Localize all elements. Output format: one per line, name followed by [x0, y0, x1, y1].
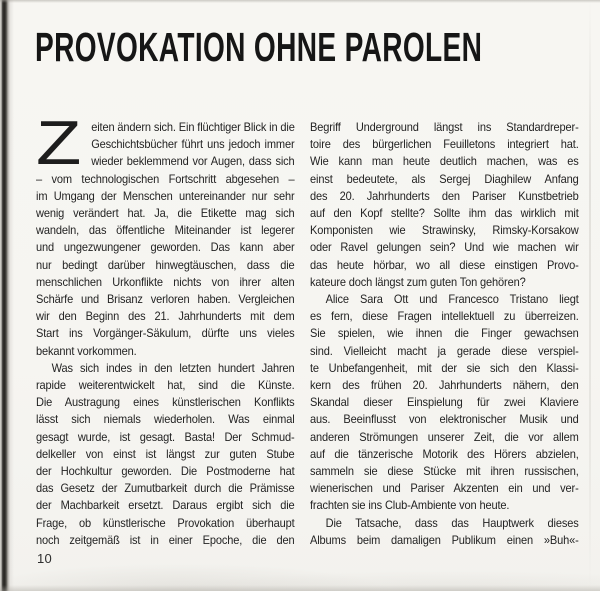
body-line: bekannt vorkommen. [36, 343, 137, 358]
scan-right-edge [589, 0, 591, 591]
body-line: Komponisten wie Strawinsky, Rimsky-Korsakow [310, 223, 579, 238]
body-line: anderen Strömungen unserer Zeit, die vor allem [310, 429, 579, 444]
body-line: te Unbefangenheit, mit der sie sich den Klassi- [310, 360, 579, 375]
body-line: Begriff Underground längst ins Standardreper- [310, 120, 579, 134]
body-line: es fern, diese Fragen intellektuell zu überreizen. [310, 309, 579, 324]
body-line: wienerischen und Pariser Akzenten ein und ver- [310, 481, 579, 496]
body-line: wandeln, das öffentliche Miteinander ist legerer [36, 223, 295, 238]
body-line: des 20. Jahrhunderts den Pariser Kunstbetrieb [310, 188, 579, 203]
body-line: der Machbarkeit ersetzt. Daraus ergibt sich die [36, 498, 295, 513]
body-line: Wie kann man heute deutlich machen, was es [310, 154, 579, 169]
body-line: das Gesetz der Zumutbarkeit durch die Prämisse [36, 481, 295, 496]
body-line: gesagt wurde, ist gesagt. Basta! Der Schmud- [36, 429, 295, 444]
booklet-spine-edge [0, 0, 14, 591]
body-line: wieder beklemmend vor Augen, dass sich [91, 154, 295, 169]
scan-bottom-edge [0, 585, 600, 591]
body-line: und ungezwungener geworden. Das kann aber [36, 240, 295, 255]
body-line: Geschichtsbücher führt uns jedoch immer [91, 137, 295, 152]
body-line: das heute hörbar, wo all diese einstigen Provo- [310, 257, 579, 272]
body-line: sammeln sie diese Stücke mit ihren russischen, [310, 464, 579, 479]
body-line: wenig verändert hat. Ja, die Etikette mag sich [36, 206, 295, 221]
body-line: Frage, ob künstlerische Provokation überhaupt [36, 515, 295, 530]
body-line: Sie spielen, wie ihnen die Finger gewachsen [310, 326, 579, 341]
body-line: menschlichen Urkonflikte nichts von ihrer alten [36, 274, 295, 289]
body-line: Skandal dieser Einspielung für zwei Klaviere [310, 395, 579, 410]
body-line: eiten ändern sich. Ein flüchtiger Blick in die [91, 120, 295, 134]
body-line: lässt sich niemals wiederholen. Was einmal [36, 412, 295, 427]
body-line: auf die tänzerische Motorik des Hörers abzielen, [310, 446, 579, 461]
body-line: oder Ravel gelungen sein? Und wie machen wir [310, 240, 579, 255]
body-line: frachten sie ins Club-Ambiente von heute. [310, 498, 510, 513]
body-line: toire des bürgerlichen Feuilletons integriert hat. [310, 137, 579, 152]
body-line: Die Austragung eines künstlerischen Konflikts [36, 395, 295, 410]
page-title: PROVOKATION OHNE PAROLEN [35, 24, 483, 70]
body-line: aus. Beeinflusst von elektronischer Musik und [310, 412, 579, 427]
text-column-right [310, 119, 579, 549]
body-line: delkeller von einst ist längst zur guten Stube [36, 446, 295, 461]
body-line: Die Tatsache, dass das Hauptwerk dieses [325, 515, 579, 530]
body-line: rapide weiterentwickelt hat, sind die Künste. [36, 378, 295, 393]
page-number: 10 [37, 551, 53, 566]
body-line: sind. Vielleicht macht ja gerade diese verspiel- [310, 343, 579, 358]
scan-top-edge [0, 0, 600, 3]
body-line: kern des frühen 20. Jahrhunderts nähern, den [310, 378, 579, 393]
body-line: auf den Kopf stellte? Sollte ihm das wirklich mit [310, 206, 579, 221]
body-line: Schärfe und Brisanz verloren haben. Vergleichen [36, 292, 295, 307]
body-line: im Umgang der Menschen untereinander nur sehr [36, 188, 295, 203]
body-line: Alice Sara Ott und Francesco Tristano liegt [325, 292, 579, 307]
drop-cap [36, 109, 84, 178]
body-line: kateure doch längst zum guten Ton gehören? [310, 274, 526, 289]
body-line: Albums beim damaligen Publikum einen »Buh«- [310, 532, 579, 547]
body-line: Start ins Vorgänger-Säkulum, dürfte uns vieles [36, 326, 295, 341]
text-column-left [36, 109, 295, 549]
body-line: der Hochkultur geworden. Die Postmoderne hat [36, 464, 295, 479]
drop-cap-letter: Z [36, 109, 82, 178]
body-line: einst bedeutete, als Sergej Diaghilew Anfang [310, 171, 579, 186]
body-line: noch zeitgemäß ist in einer Epoche, die den [36, 532, 295, 547]
body-line: wir den Beginn des 21. Jahrhunderts mit dem [36, 309, 295, 324]
body-line: Was sich indes in den letzten hundert Jahren [51, 360, 295, 375]
body-line: nur bedingt darüber hinwegtäuschen, dass die [36, 257, 295, 272]
body-line: – vom technologischen Fortschritt abgesehen – [36, 171, 295, 186]
